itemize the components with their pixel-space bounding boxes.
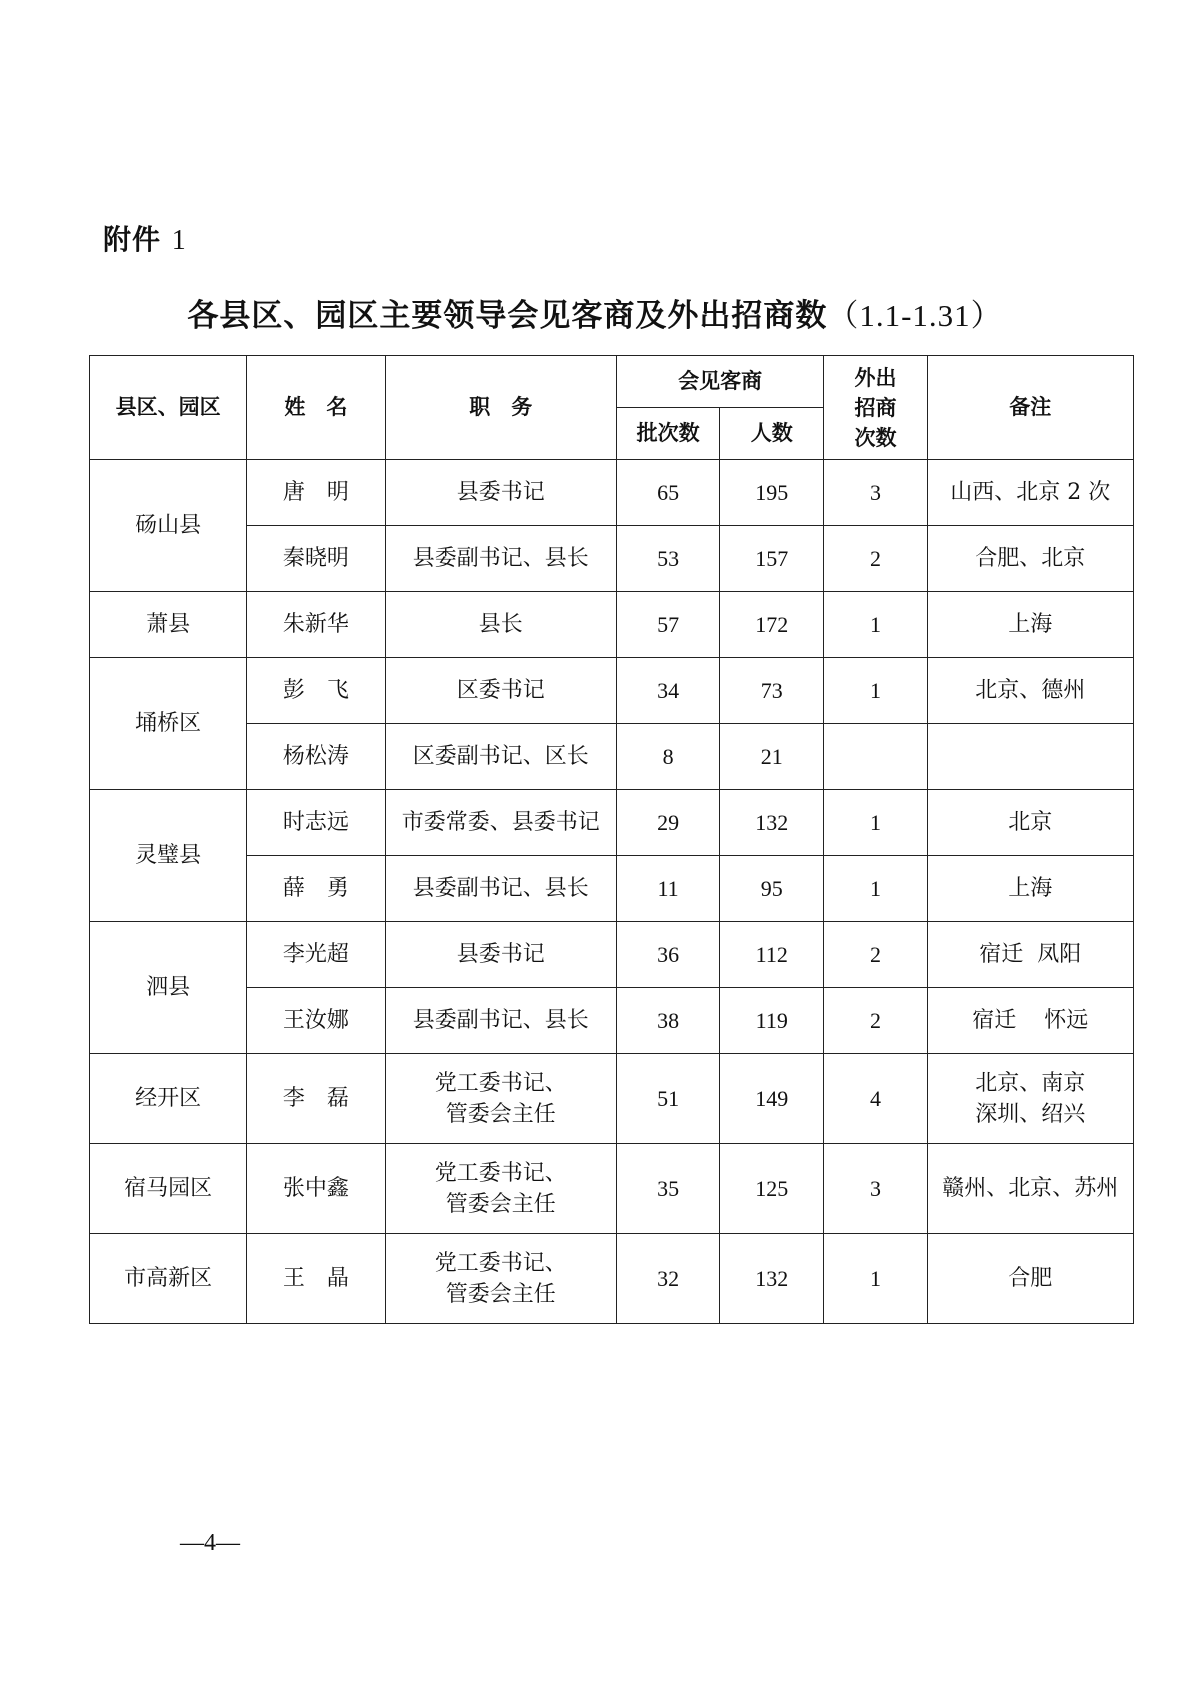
- page-title: 各县区、园区主要领导会见客商及外出招商数（1.1-1.31）: [187, 298, 1003, 334]
- cell-people: 119: [720, 988, 824, 1054]
- cell-people: 73: [720, 658, 824, 724]
- cell-position: [385, 856, 616, 922]
- table-row: [90, 658, 1134, 724]
- cell-trips: 2: [824, 526, 927, 592]
- header-name: 姓 名: [247, 356, 385, 460]
- cell-remarks: [927, 460, 1133, 526]
- cell-trips: 1: [824, 856, 927, 922]
- cell-position: [385, 724, 616, 790]
- table-row: [90, 790, 1134, 856]
- header-people: 人数: [720, 408, 824, 460]
- position-line: 区委书记: [456, 678, 545, 703]
- cell-position: [385, 1144, 616, 1234]
- cell-name: 唐 明: [247, 460, 385, 526]
- cell-trips: 1: [824, 592, 927, 658]
- header-position: 职 务: [385, 356, 616, 460]
- cell-people: 195: [720, 460, 824, 526]
- cell-remarks: [927, 922, 1133, 988]
- cell-remarks: [927, 1234, 1133, 1324]
- cell-people: 132: [720, 1234, 824, 1324]
- cell-county: 经开区: [90, 1054, 247, 1144]
- table-row: [90, 724, 1134, 790]
- cell-batches: 53: [616, 526, 719, 592]
- remarks-line: 合肥、北京: [975, 546, 1086, 571]
- cell-people: 132: [720, 790, 824, 856]
- cell-position: [385, 658, 616, 724]
- table-row: [90, 856, 1134, 922]
- remarks-line: 上海: [1008, 612, 1053, 637]
- table-row: [90, 460, 1134, 526]
- cell-batches: 36: [616, 922, 719, 988]
- position-line: 管委会主任: [445, 1191, 556, 1217]
- cell-name: 时志远: [247, 790, 385, 856]
- cell-remarks: [927, 790, 1133, 856]
- cell-batches: 34: [616, 658, 719, 724]
- cell-trips: [824, 724, 927, 790]
- cell-remarks: [927, 856, 1133, 922]
- table-row: [90, 1144, 1134, 1234]
- remarks-line: 宿迁 怀远: [972, 1008, 1089, 1033]
- cell-batches: 11: [616, 856, 719, 922]
- cell-batches: 35: [616, 1144, 719, 1234]
- cell-position: [385, 1054, 616, 1144]
- cell-position: [385, 592, 616, 658]
- table-row: [90, 592, 1134, 658]
- cell-people: 157: [720, 526, 824, 592]
- position-line: 县委副书记、县长: [412, 876, 589, 901]
- cell-batches: 29: [616, 790, 719, 856]
- table-header: [90, 356, 1134, 460]
- remarks-line: 宿迁 凤阳: [979, 942, 1082, 967]
- cell-name: 张中鑫: [247, 1144, 385, 1234]
- cell-batches: 8: [616, 724, 719, 790]
- cell-county: 市高新区: [90, 1234, 247, 1324]
- cell-trips: 1: [824, 1234, 927, 1324]
- cell-remarks: [927, 658, 1133, 724]
- page-number: —4—: [180, 1530, 240, 1556]
- investment-table: [89, 355, 1134, 1324]
- remarks-line: 山西、北京 2 次: [950, 480, 1111, 505]
- header-county: 县区、园区: [90, 356, 247, 460]
- header-trips: 外出 招商 次数: [824, 356, 927, 460]
- cell-county: 埇桥区: [90, 658, 247, 790]
- cell-trips: 2: [824, 988, 927, 1054]
- cell-name: 秦晓明: [247, 526, 385, 592]
- cell-batches: 57: [616, 592, 719, 658]
- cell-remarks: [927, 592, 1133, 658]
- cell-people: 21: [720, 724, 824, 790]
- cell-position: [385, 526, 616, 592]
- cell-trips: 4: [824, 1054, 927, 1144]
- cell-batches: 65: [616, 460, 719, 526]
- cell-remarks: [927, 1054, 1133, 1144]
- table-row: [90, 526, 1134, 592]
- cell-remarks: [927, 988, 1133, 1054]
- table-row: [90, 1234, 1134, 1324]
- header-meet-group: 会见客商: [616, 356, 823, 408]
- table-row: [90, 922, 1134, 988]
- cell-name: 李光超: [247, 922, 385, 988]
- position-line: 党工委书记、: [434, 1160, 567, 1186]
- table-row: [90, 988, 1134, 1054]
- cell-people: 125: [720, 1144, 824, 1234]
- cell-name: 杨松涛: [247, 724, 385, 790]
- position-line: 管委会主任: [445, 1281, 556, 1307]
- position-line: 管委会主任: [445, 1101, 556, 1127]
- header-batches: 批次数: [616, 408, 719, 460]
- position-line: 县委副书记、县长: [412, 546, 589, 571]
- attachment-label: 附件 1: [103, 223, 187, 256]
- cell-trips: 1: [824, 658, 927, 724]
- position-line: 党工委书记、: [434, 1070, 567, 1096]
- cell-people: 172: [720, 592, 824, 658]
- cell-people: 112: [720, 922, 824, 988]
- position-line: 县委书记: [456, 942, 545, 967]
- table-body: [90, 460, 1134, 1324]
- cell-people: 95: [720, 856, 824, 922]
- cell-trips: 3: [824, 460, 927, 526]
- cell-position: [385, 988, 616, 1054]
- remarks-line: 深圳、绍兴: [975, 1101, 1086, 1127]
- position-line: 市委常委、县委书记: [401, 810, 600, 835]
- cell-remarks: [927, 526, 1133, 592]
- cell-name: 王 晶: [247, 1234, 385, 1324]
- position-line: 党工委书记、: [434, 1250, 567, 1276]
- header-remarks: 备注: [927, 356, 1133, 460]
- cell-name: 王汝娜: [247, 988, 385, 1054]
- cell-name: 彭 飞: [247, 658, 385, 724]
- cell-batches: 51: [616, 1054, 719, 1144]
- cell-position: [385, 460, 616, 526]
- cell-name: 李 磊: [247, 1054, 385, 1144]
- table-row: [90, 1054, 1134, 1144]
- cell-county: 萧县: [90, 592, 247, 658]
- remarks-line: 北京: [1008, 810, 1053, 835]
- cell-name: 朱新华: [247, 592, 385, 658]
- cell-remarks: [927, 724, 1133, 790]
- cell-batches: 32: [616, 1234, 719, 1324]
- cell-name: 薛 勇: [247, 856, 385, 922]
- cell-position: [385, 790, 616, 856]
- remarks-line: 赣州、北京、苏州: [942, 1176, 1119, 1201]
- cell-county: 宿马园区: [90, 1144, 247, 1234]
- cell-remarks: [927, 1144, 1133, 1234]
- cell-trips: 3: [824, 1144, 927, 1234]
- position-line: 县委副书记、县长: [412, 1008, 589, 1033]
- cell-county: 灵璧县: [90, 790, 247, 922]
- position-line: 县委书记: [456, 480, 545, 505]
- remarks-line: 上海: [1008, 876, 1053, 901]
- cell-county: 泗县: [90, 922, 247, 1054]
- position-line: 县长: [478, 612, 523, 637]
- cell-trips: 2: [824, 922, 927, 988]
- cell-position: [385, 1234, 616, 1324]
- cell-county: 砀山县: [90, 460, 247, 592]
- cell-trips: 1: [824, 790, 927, 856]
- remarks-line: 北京、南京: [975, 1070, 1086, 1096]
- remarks-line: 北京、德州: [975, 678, 1086, 703]
- remarks-line: 合肥: [1008, 1266, 1053, 1291]
- cell-people: 149: [720, 1054, 824, 1144]
- position-line: 区委副书记、区长: [412, 744, 589, 769]
- cell-position: [385, 922, 616, 988]
- cell-batches: 38: [616, 988, 719, 1054]
